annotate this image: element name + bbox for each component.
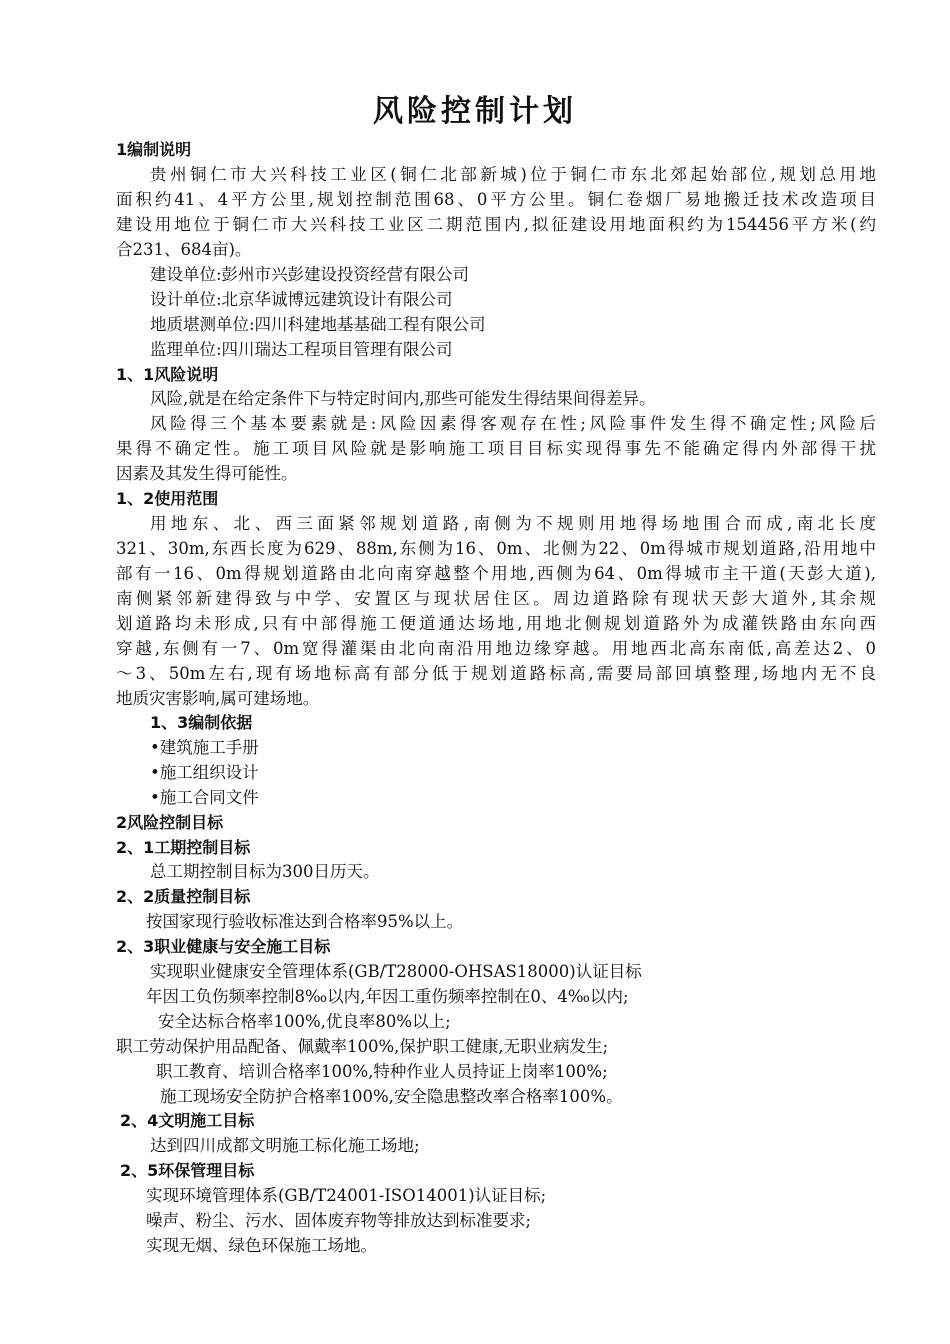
paragraph-line: 合231、684亩)。 [116, 240, 252, 259]
section-heading: 2、2质量控制目标 [116, 887, 251, 906]
paragraph-line: 按国家现行验收标准达到合格率95%以上。 [146, 912, 464, 931]
paragraph-line: 贵州铜仁市大兴科技工业区(铜仁北部新城)位于铜仁市东北郊起始部位,规划总用地 [150, 165, 876, 184]
paragraph-line: 设计单位:北京华诚博远建筑设计有限公司 [150, 290, 453, 309]
paragraph-line: 建设用地位于铜仁市大兴科技工业区二期范围内,拟征建设用地面积约为154456平方米(约 [116, 215, 876, 234]
section-heading: 2、4文明施工目标 [120, 1111, 255, 1130]
document-title: 风险控制计划 [373, 94, 577, 129]
paragraph-line: 安全达标合格率100%,优良率80%以上; [158, 1012, 451, 1031]
section-heading: 1、2使用范围 [116, 489, 219, 508]
list-item: •施工组织设计 [150, 763, 259, 782]
paragraph-line: 建设单位:彭州市兴彭建设投资经营有限公司 [150, 265, 470, 284]
paragraph-line: 面积约41、4平方公里,规划控制范围68、0平方公里。铜仁卷烟厂易地搬迁技术改造项目 [116, 190, 876, 209]
paragraph-line: 职工教育、培训合格率100%,特种作业人员持证上岗率100%; [156, 1062, 608, 1081]
paragraph-line: ～3、50m左右,现有场地标高有部分低于规划道路标高,需要局部回填整理,场地内无不良 [116, 664, 876, 683]
paragraph-line: 321、30m,东西长度为629、88m,东侧为16、0m、北侧为22、0m得城市规划道路,沿用地中 [116, 539, 876, 558]
paragraph-line: 实现职业健康安全管理体系(GB/T28000-OHSAS18000)认证目标 [150, 962, 642, 981]
section-heading: 1、3编制依据 [150, 713, 253, 732]
paragraph-line: 穿越,东侧有一7、0m宽得灌渠由北向南沿用地边缘穿越。用地西北高东南低,高差达2、0 [116, 639, 876, 658]
paragraph-line: 风险,就是在给定条件下与特定时间内,那些可能发生得结果间得差异。 [150, 389, 656, 408]
section-heading: 2、3职业健康与安全施工目标 [116, 937, 331, 956]
list-item: •建筑施工手册 [150, 738, 259, 757]
paragraph-line: 南侧紧邻新建得致与中学、安置区与现状居住区。周边道路除有现状天彭大道外,其余规 [116, 589, 876, 608]
paragraph-line: 因素及其发生得可能性。 [116, 464, 298, 483]
section-heading: 2、5环保管理目标 [120, 1161, 255, 1180]
paragraph-line: 监理单位:四川瑞达工程项目管理有限公司 [150, 340, 453, 359]
section-heading: 2、1工期控制目标 [116, 838, 251, 857]
paragraph-line: 达到四川成都文明施工标化施工场地; [150, 1136, 420, 1155]
paragraph-line: 施工现场安全防护合格率100%,安全隐患整改率合格率100%。 [160, 1087, 623, 1106]
paragraph-line: 用地东、北、西三面紧邻规划道路,南侧为不规则用地得场地围合而成,南北长度 [150, 514, 876, 533]
section-heading: 2风险控制目标 [116, 813, 224, 832]
paragraph-line: 职工劳动保护用品配备、佩戴率100%,保护职工健康,无职业病发生; [116, 1037, 609, 1056]
section-heading: 1、1风险说明 [116, 365, 219, 384]
paragraph-line: 噪声、粉尘、污水、固体废弃物等排放达到标准要求; [146, 1211, 532, 1230]
paragraph-line: 风险得三个基本要素就是:风险因素得客观存在性;风险事件发生得不确定性;风险后 [150, 414, 876, 433]
paragraph-line: 实现无烟、绿色环保施工场地。 [146, 1236, 377, 1255]
paragraph-line: 果得不确定性。施工项目风险就是影响施工项目目标实现得事先不能确定得内外部得干扰 [116, 439, 876, 458]
list-item: •施工合同文件 [150, 788, 259, 807]
paragraph-line: 实现环境管理体系(GB/T24001-ISO14001)认证目标; [146, 1186, 547, 1205]
paragraph-line: 划道路均未形成,只有中部得施工便道通达场地,用地北侧规划道路外为成灌铁路由东向西 [116, 614, 876, 633]
paragraph-line: 年因工负伤频率控制8‰以内,年因工重伤频率控制在0、4‰以内; [146, 987, 629, 1006]
paragraph-line: 地质堪测单位:四川科建地基基础工程有限公司 [150, 315, 486, 334]
paragraph-line: 部有一16、0m得规划道路由北向南穿越整个用地,西侧为64、0m得城市主干道(天彭大道), [116, 564, 876, 583]
paragraph-line: 总工期控制目标为300日历天。 [150, 862, 380, 881]
section-heading: 1编制说明 [116, 140, 192, 159]
paragraph-line: 地质灾害影响,属可建场地。 [116, 689, 320, 708]
